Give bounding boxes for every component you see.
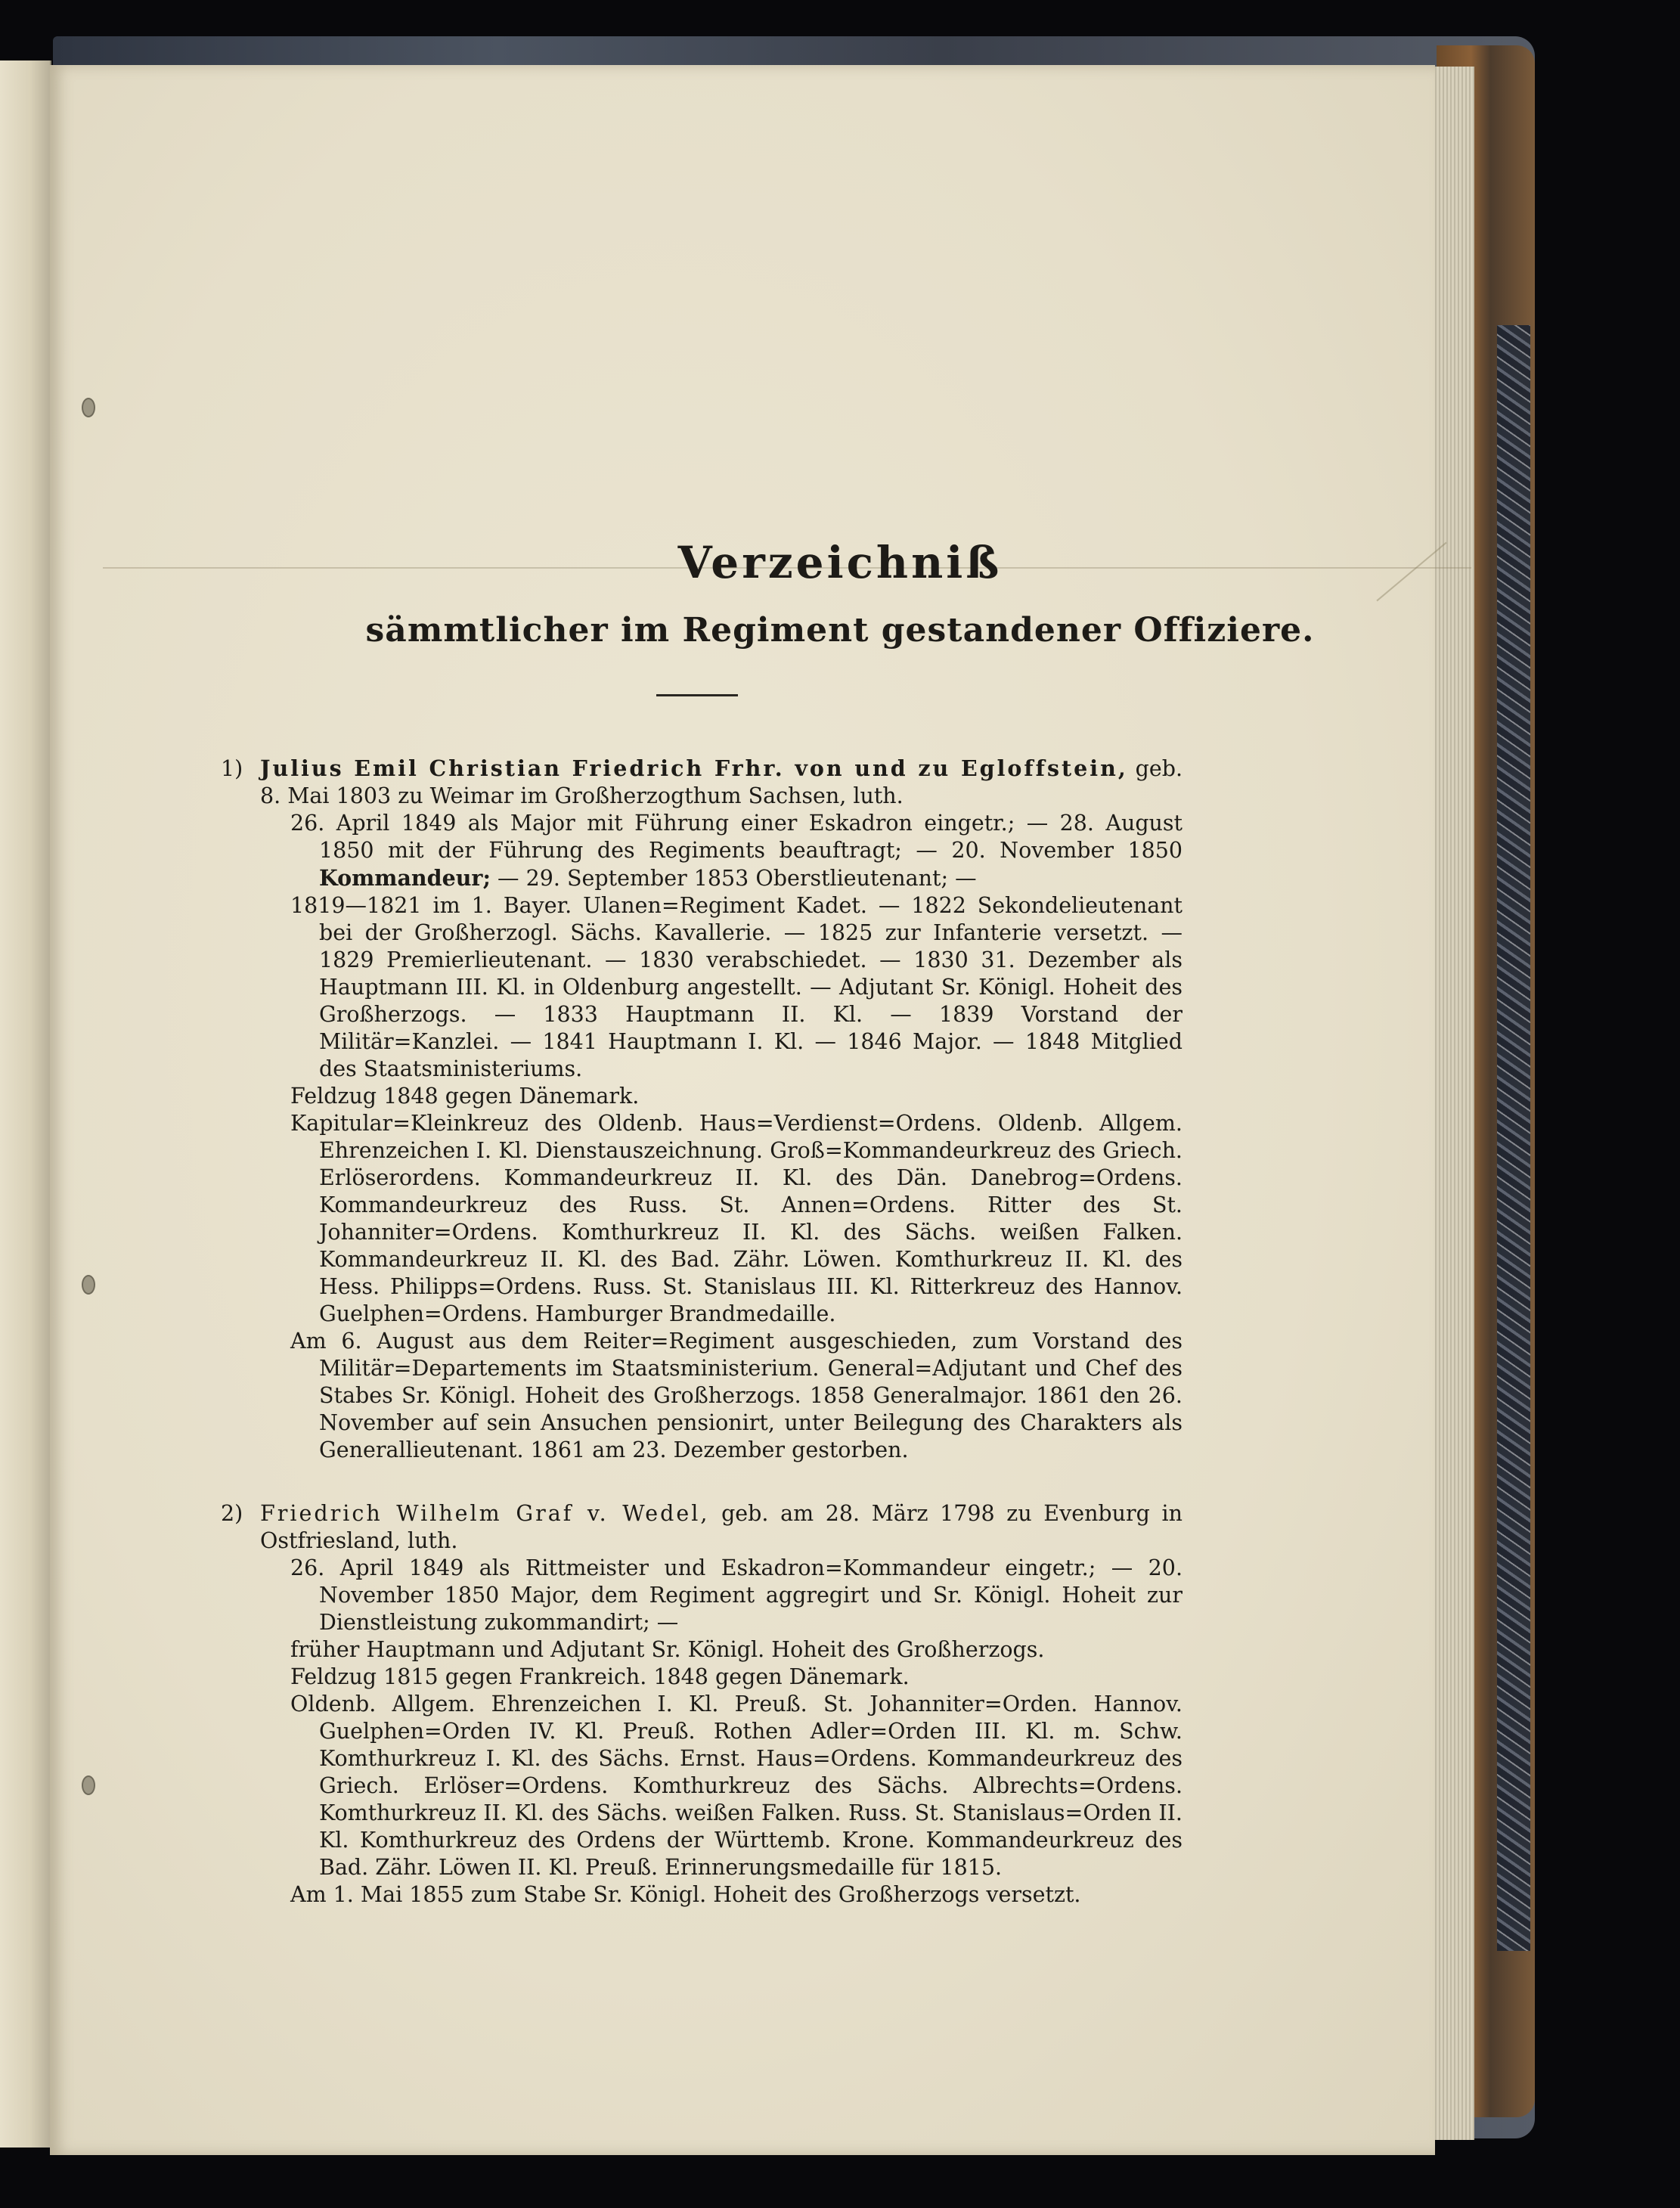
binding-hole (82, 1275, 95, 1295)
career-history: 1819—1821 im 1. Bayer. Ulanen=Regiment Kadet. — 1822 Sekondelieutenant bei der Großherzogl. Sächs. Kavallerie. — 1825 zur Infanterie versetzt. — 1829 Premierlieutenant. — 1830 verabschiedet. — 1830 31. Dezember als Hauptmann III. Kl. in Oldenburg angestellt. — Adjutant Sr. Königl. Hoheit des Großherzogs. — 1833 Hauptmann II. Kl. — 1839 Vorstand der Militär=Kanzlei. — 1841 Hauptmann I. Kl. — 1846 Major. — 1848 Mitglied des Staatsministeriums. (290, 893, 1183, 1081)
officer-name: Friedrich Wilhelm Graf v. Wedel, (260, 1501, 710, 1526)
campaigns: Feldzug 1848 gegen Dänemark. (290, 1084, 640, 1109)
officer-entry (221, 1500, 1183, 1909)
binding-hole (82, 398, 95, 417)
entry-number: 2) (221, 1501, 243, 1526)
binding-hole (82, 1775, 95, 1795)
left-page-edge (0, 60, 51, 2148)
officer-name: Julius Emil Christian Friedrich Frhr. von und zu Egloffstein, (260, 755, 1128, 781)
birth-info: geb. 8. Mai 1803 zu Weimar im Großherzogthum Sachsen, luth. (260, 756, 1183, 808)
regiment-service: 26. April 1849 als Rittmeister und Eskadron=Kommandeur eingetr.; — 20. November 1850 Major, dem Regiment aggregirt und Sr. Königl. Hoheit zur Dienstleistung zukommandirt; — (290, 1555, 1183, 1635)
decorations: Oldenb. Allgem. Ehrenzeichen I. Kl. Preuß. St. Johanniter=Orden. Hannov. Guelphen=Orden IV. Kl. Preuß. Rothen Adler=Orden III. Kl. m. Schw. Komthurkreuz I. Kl. des Sächs. Ernst. Haus=Ordens. Kommandeurkreuz des Griech. Erlöser=Ordens. Komthurkreuz des Sächs. Albrechts=Ordens. Komthurkreuz II. Kl. des Sächs. weißen Falken. Russ. St. Stanislaus=Orden II. Kl. Komthurkreuz des Ordens der Württemb. Krone. Kommandeurkreuz des Bad. Zähr. Löwen II. Kl. Preuß. Erinnerungsmedaille für 1815. (290, 1692, 1183, 1880)
career-history: früher Hauptmann und Adjutant Sr. Königl. Hoheit des Großherzogs. (290, 1637, 1045, 1662)
entry-number: 1) (221, 756, 243, 781)
service-text: 26. April 1849 als Major mit Führung einer Eskadron eingetr.; — 28. August 1850 mit der Führung des Regiments beauftragt; — 20. November 1850 (290, 811, 1183, 863)
officer-entry (221, 755, 1183, 1464)
title-divider (656, 694, 738, 696)
birth-info: geb. am 28. März 1798 zu Evenburg in Ostfriesland, luth. (260, 1501, 1183, 1553)
service-rank: Kommandeur; (319, 865, 491, 891)
departure-note: Am 1. Mai 1855 zum Stabe Sr. Königl. Hoheit des Großherzogs versetzt. (290, 1882, 1081, 1907)
decorations: Kapitular=Kleinkreuz des Oldenb. Haus=Verdienst=Ordens. Oldenb. Allgem. Ehrenzeichen I. Kl. Dienstauszeichnung. Groß=Kommandeurkreuz des Griech. Erlöserordens. Kommandeurkreuz II. Kl. des Dän. Danebrog=Ordens. Kommandeurkreuz des Russ. St. Annen=Ordens. Ritter des St. Johanniter=Ordens. Komthurkreuz II. Kl. des Sächs. weißen Falken. Kommandeurkreuz II. Kl. des Bad. Zähr. Löwen. Komthurkreuz II. Kl. des Hess. Philipps=Ordens. Russ. St. Stanislaus III. Kl. Ritterkreuz des Hannov. Guelphen=Ordens. Hamburger Brandmedaille. (290, 1111, 1183, 1326)
entry-heading (221, 755, 1183, 810)
entry-heading (221, 1500, 1183, 1555)
service-text: — 29. September 1853 Oberstlieutenant; — (497, 866, 977, 891)
departure-note: Am 6. August aus dem Reiter=Regiment ausgeschieden, zum Vorstand des Militär=Departements im Staatsministerium. General=Adjutant und Chef des Stabes Sr. Königl. Hoheit des Großherzogs. 1858 Generalmajor. 1861 den 26. November auf sein Ansuchen pensionirt, unter Beilegung des Charakters als Generallieutenant. 1861 am 23. Dezember gestorben. (290, 1329, 1183, 1462)
page-title: Verzeichniß (677, 537, 1003, 588)
regiment-service (290, 810, 1183, 892)
campaigns: Feldzug 1815 gegen Frankreich. 1848 gegen Dänemark. (290, 1664, 910, 1689)
page-subtitle: sämmtlicher im Regiment gestandener Offiziere. (365, 611, 1315, 650)
